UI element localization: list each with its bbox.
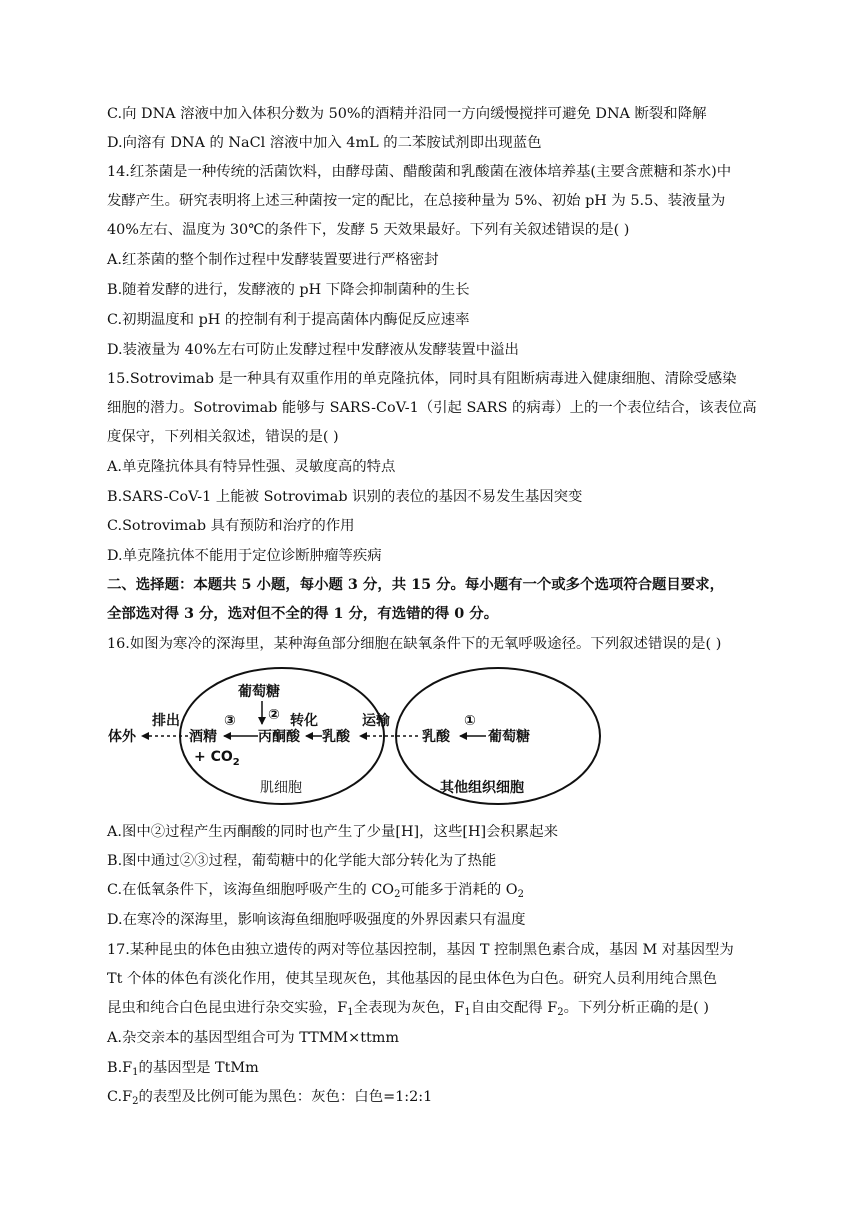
label-outside: 体外 xyxy=(108,729,136,745)
q16-option-d: D.在寒冷的深海里，影响该海鱼细胞呼吸强度的外界因素只有温度 xyxy=(107,912,526,928)
step-1-marker: ① xyxy=(464,713,476,729)
section2-heading-line1: 二、选择题：本题共 5 小题，每小题 3 分，共 15 分。每小题有一个或多个选项符合题目要求， xyxy=(107,576,724,593)
step-3-marker: ③ xyxy=(224,713,236,729)
label-alcohol: 酒精 xyxy=(189,729,217,745)
q15-option-c: C.Sotrovimab 具有预防和治疗的作用 xyxy=(107,518,355,534)
label-lactate-right: 乳酸 xyxy=(422,729,450,745)
q14-option-b: B.随着发酵的进行，发酵液的 pH 下降会抑制菌种的生长 xyxy=(107,282,470,298)
label-transport: 运输 xyxy=(362,713,390,729)
q15-option-d: D.单克隆抗体不能用于定位诊断肿瘤等疾病 xyxy=(107,548,382,564)
label-co2: + $CO_2$ xyxy=(194,749,240,768)
section2-heading-line2: 全部选对得 3 分，选对但不全的得 1 分，有选错的得 0 分。 xyxy=(107,605,499,622)
q16-option-c: C.在低氧条件下，该海鱼细胞呼吸产生的 $CO_2$可能多于消耗的 $O_2$ xyxy=(107,882,524,900)
q15-option-a: A.单克隆抗体具有特异性强、灵敏度高的特点 xyxy=(107,459,396,475)
label-other-cells: 其他组织细胞 xyxy=(440,780,524,796)
label-glucose-top: 葡萄糖 xyxy=(238,684,280,700)
q14-stem-line3: 40%左右、温度为 30℃的条件下，发酵 5 天效果最好。下列有关叙述错误的是( ) xyxy=(107,222,630,238)
label-muscle-cell: 肌细胞 xyxy=(260,780,302,796)
q15-option-b: B.SARS-CoV-1 上能被 Sotrovimab 识别的表位的基因不易发生基因突变 xyxy=(107,489,583,505)
q17-option-b: $B.F_1$的基因型是 TtMm xyxy=(107,1060,259,1078)
q15-stem-line3: 度保守，下列相关叙述，错误的是( ) xyxy=(107,429,339,445)
q16-stem: 16.如图为寒冷的深海里，某种海鱼部分细胞在缺氧条件下的无氧呼吸途径。下列叙述错误的是( ) xyxy=(107,636,722,652)
q13-option-d: D.向溶有 DNA 的 NaCl 溶液中加入 4mL 的二苯胺试剂即出现蓝色 xyxy=(107,135,542,151)
label-lactate-left: 乳酸 xyxy=(322,729,350,745)
q17-stem-line3: 昆虫和纯合白色昆虫进行杂交实验，$F_1$全表现为灰色，$F_1$自由交配得 $F_2$。下列分析正确的是( ) xyxy=(107,1000,709,1018)
label-glucose-right: 葡萄糖 xyxy=(488,729,530,745)
label-convert: 转化 xyxy=(290,713,318,729)
q14-option-c: C.初期温度和 pH 的控制有利于提高菌体内酶促反应速率 xyxy=(107,312,470,328)
q14-stem-line1: 14.红茶菌是一种传统的活菌饮料，由酵母菌、醋酸菌和乳酸菌在液体培养基(主要含蔗糖和茶水)中 xyxy=(107,164,732,180)
q17-stem-line1: 17.某种昆虫的体色由独立遗传的两对等位基因控制，基因 T 控制黑色素合成，基因 M 对基因型为 xyxy=(107,942,734,958)
q17-option-a: A.杂交亲本的基因型组合可为 TTMM×ttmm xyxy=(107,1030,400,1046)
q15-stem-line1: 15.Sotrovimab 是一种具有双重作用的单克隆抗体，同时具有阻断病毒进入健康细胞、清除受感染 xyxy=(107,371,737,387)
q14-stem-line2: 发酵产生。研究表明将上述三种菌按一定的配比，在总接种量为 5%、初始 pH 为 5.5、装液量为 xyxy=(107,193,726,209)
q16-option-a: A.图中②过程产生丙酮酸的同时也产生了少量[H]，这些[H]会积累起来 xyxy=(107,824,559,840)
label-pyruvate: 丙酮酸 xyxy=(258,729,300,745)
q16-option-b: B.图中通过②③过程，葡萄糖中的化学能大部分转化为了热能 xyxy=(107,853,497,869)
respiration-diagram xyxy=(100,664,660,814)
q17-stem-line2: Tt 个体的体色有淡化作用，使其呈现灰色，其他基因的昆虫体色为白色。研究人员利用纯合黑色 xyxy=(107,971,717,987)
q13-option-c: C.向 DNA 溶液中加入体积分数为 50%的酒精并沿同一方向缓慢搅拌可避免 DNA 断裂和降解 xyxy=(107,106,707,122)
q14-option-d: D.装液量为 40%左右可防止发酵过程中发酵液从发酵装置中溢出 xyxy=(107,342,519,358)
q17-option-c: $C.F_2$的表型及比例可能为黑色：灰色：白色=1:2:1 xyxy=(107,1089,433,1107)
label-excrete: 排出 xyxy=(152,713,180,729)
q15-stem-line2: 细胞的潜力。Sotrovimab 能够与 SARS-CoV-1（引起 SARS 的病毒）上的一个表位结合，该表位高 xyxy=(107,400,757,416)
q14-option-a: A.红茶菌的整个制作过程中发酵装置要进行严格密封 xyxy=(107,252,439,268)
step-2-marker: ② xyxy=(268,707,280,723)
